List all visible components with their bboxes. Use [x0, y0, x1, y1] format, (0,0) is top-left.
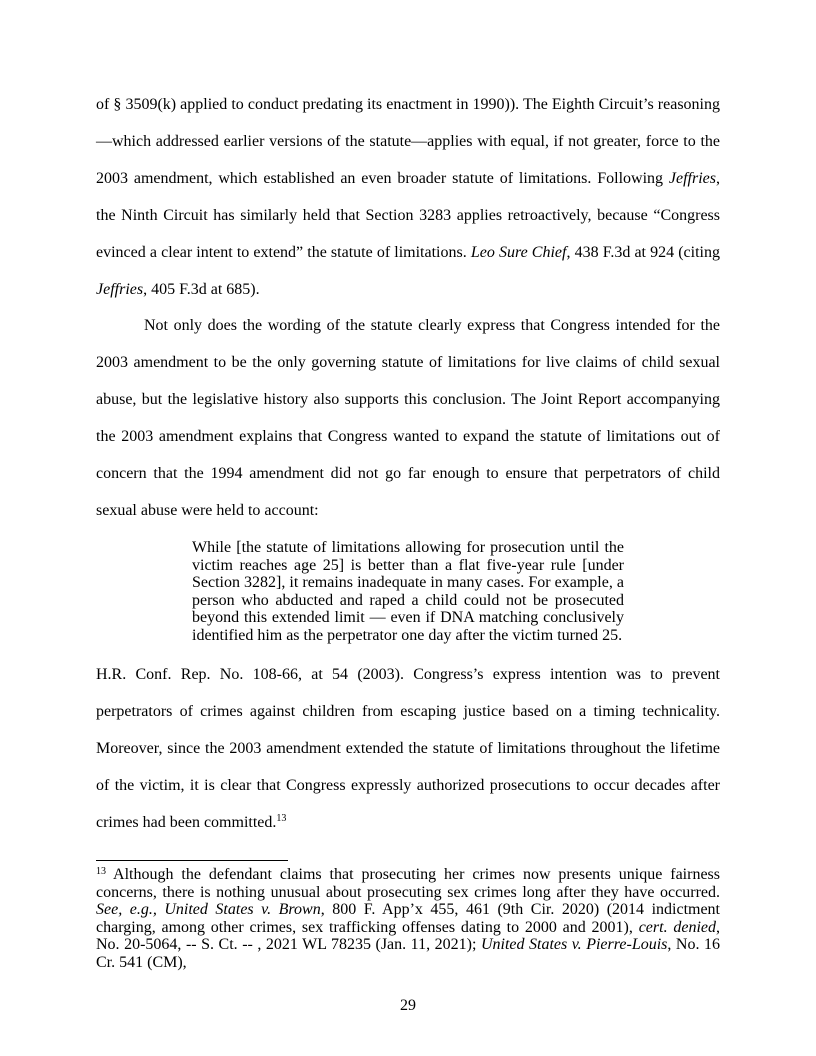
paragraph-2-text-run: Not only does the wording of the statute clearly express that Congress intended for the 2003 amendment to be the only governing statute of limitations for live claims of child sexual abuse, but the legislative history also supports this conclusion. The Joint Report accompanying the 2003 amendment explains that Congress wanted to expand the statute of limitations out of concern that the 1994 amendment did not go far enough to ensure that perpetrators of child sexual abuse were held to account:	[96, 317, 720, 519]
footnote-text	[96, 866, 720, 971]
paragraph-1-citation-italic: Jeffries	[668, 169, 716, 187]
footnote-citation-italic: United States v. Pierre-Louis	[480, 936, 668, 954]
paragraph-1-text-run: of § 3509(k) applied to conduct predating its enactment in 1990)). The Eighth Circuit’s reasoning—which addressed earlier versions of the statute—applies with equal, if not greater, force to the 2003 amendment, which established an even broader statute of limitations. Following	[96, 96, 720, 187]
block-quote: While [the statute of limitations allowing for prosecution until the victim reaches age 25] is better than a flat five-year rule [under Section 3282], it remains inadequate in many cases. For example, a person who abducted and raped a child could not be prosecuted beyond this extended limit — even if DNA matching conclusively identified him as the perpetrator one day after the victim turned 25.	[192, 539, 624, 644]
paragraph-1-citation-italic: Leo Sure Chief	[470, 243, 567, 261]
paragraph-1	[96, 87, 720, 308]
footnote-separator	[96, 860, 288, 861]
paragraph-2	[96, 308, 720, 529]
footnote-text-run: , 800 F. App’x 455, 461 (9th Cir. 2020) (2014 indictment charging, among other crimes, sex trafficking offenses dating to 2000 and 2001),	[96, 901, 721, 936]
footnote-text-run: , No. 16 Cr. 541 (CM),	[96, 936, 721, 971]
footnote-text-run: Although the defendant claims that prosecuting her crimes now presents unique fairness concerns, there is nothing unusual about prosecuting sex crimes long after they have occurred.	[96, 866, 720, 901]
footnote-citation-italic: cert. denied	[638, 918, 716, 936]
paragraph-1-text-run: , 405 F.3d at 685).	[143, 280, 260, 298]
body-text	[96, 87, 720, 530]
paragraph-1-text-run: , 438 F.3d at 924 (citing	[566, 243, 720, 261]
footnote-number: 13	[96, 866, 106, 877]
footnote-text-run: , No. 20-5064, -- S. Ct. -- , 2021 WL 78235 (Jan. 11, 2021);	[96, 918, 720, 954]
paragraph-1-text-run: , the Ninth Circuit has similarly held that Section 3283 applies retroactively, because “Congress evinced a clear intent to extend” the statute of limitations.	[96, 169, 720, 261]
footnote-13	[96, 866, 720, 972]
body-text-continued	[96, 657, 720, 842]
page-number: 29	[400, 997, 416, 1014]
paragraph-3	[96, 657, 720, 842]
paragraph-1-citation-italic: Jeffries	[96, 280, 144, 298]
footnote-reference[interactable]: 13	[276, 812, 287, 824]
footnote-citation-italic: See, e.g., United States v. Brown	[96, 901, 321, 919]
paragraph-3-text: H.R. Conf. Rep. No. 108-66, at 54 (2003). Congress’s express intention was to prevent perpetrators of crimes against children from escaping justice based on a timing technicality. Moreover, since the 2003 amendment extended the statute of limitations throughout the lifetime of the victim, it is clear that Congress expressly authorized prosecutions to occur decades after crimes had been committed.	[96, 666, 720, 831]
